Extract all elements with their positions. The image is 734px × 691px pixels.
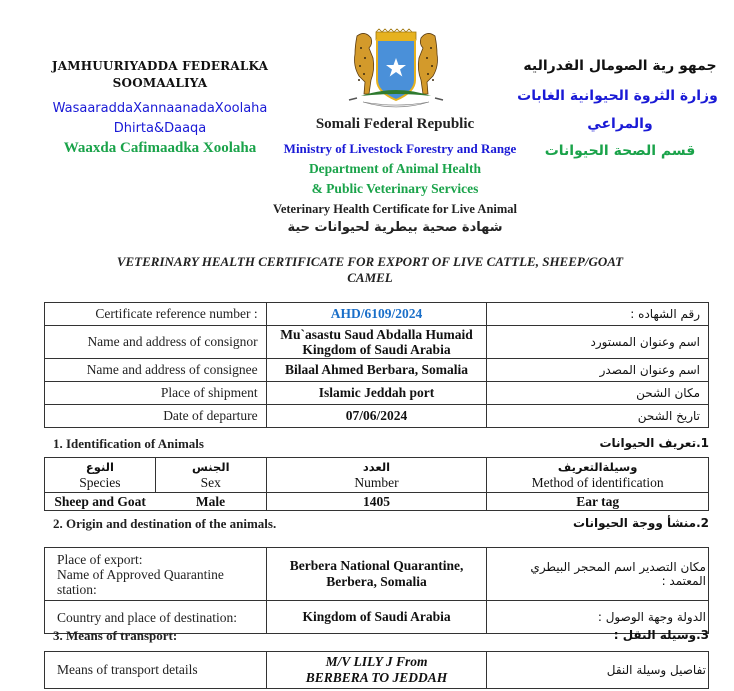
transport-value-line2: BERBERA TO JEDDAH	[305, 670, 448, 685]
table-row	[45, 359, 709, 382]
somali-department: Waaxda Cafimaadka Xoolaha	[63, 140, 257, 156]
certificate-title-line1: VETERINARY HEALTH CERTIFICATE FOR EXPORT OF LIVE CATTLE, SHEEP/GOAT	[116, 254, 624, 269]
sex-value: Male	[155, 493, 266, 511]
reference-label-ar: رقم الشهاده :	[487, 303, 709, 326]
consignor-value	[266, 326, 487, 359]
english-department-line2: & Public Veterinary Services	[311, 181, 479, 196]
number-value: 1405	[266, 493, 487, 511]
species-header-en: Species	[79, 475, 121, 490]
destination-label: Country and place of destination:	[45, 601, 267, 634]
shipment-place-value: Islamic Jeddah port	[266, 382, 487, 405]
export-place-value-line1: Berbera National Quarantine,	[289, 558, 464, 573]
table-row	[45, 493, 709, 511]
table-row	[45, 652, 709, 689]
table-row	[45, 405, 709, 428]
somali-title-line1: JAMHUURIYADDA FEDERALKA	[51, 59, 269, 73]
animal-identification-table	[44, 457, 709, 511]
english-ministry: Ministry of Livestock Forestry and Range	[283, 141, 517, 156]
method-header-en: Method of identification	[531, 475, 664, 490]
somali-ministry-line2: Dhirta&Daaqa	[113, 121, 207, 136]
export-place-label-line3: station:	[57, 581, 97, 597]
consignee-value: Bilaal Ahmed Berbara, Somalia	[266, 359, 487, 382]
somali-ministry-line1: WasaaraddaXannaanadaXoolaha	[52, 101, 268, 116]
method-value: Ear tag	[487, 493, 709, 511]
section2-title-ar: 2.منشأ ووجة الحيوانات	[572, 516, 709, 530]
general-info-table	[44, 302, 709, 428]
english-certificate-subtitle: Veterinary Health Certificate for Live Animal	[272, 202, 518, 216]
consignor-value-line1: Mu`asastu Saud Abdalla Humaid	[280, 327, 473, 342]
reference-value: AHD/6109/2024	[266, 303, 487, 326]
certificate-title-line2: CAMEL	[347, 270, 393, 285]
transport-label: Means of transport details	[45, 652, 267, 689]
table-row	[45, 326, 709, 359]
export-place-label	[45, 548, 267, 601]
arabic-certificate-subtitle: شهادة صحية بيطرية لحيوانات حية	[287, 220, 503, 235]
transport-label-ar: تفاصيل وسيلة النقل	[487, 652, 709, 689]
export-place-label-line1: Place of export:	[57, 551, 143, 567]
somali-title-line2: SOOMAALIYA	[112, 76, 208, 90]
export-place-label-line2: Name of Approved Quarantine	[57, 566, 224, 582]
transport-value-line1: M/V LILY J From	[325, 654, 428, 669]
table-row	[45, 548, 709, 601]
arabic-ministry-line1: وزارة الثروة الحيوانية الغابات	[517, 88, 718, 104]
number-header-en: Number	[354, 475, 399, 490]
section3-title-ar: 3.وسيلة النقل :	[613, 628, 709, 642]
departure-date-label-ar: تاريخ الشحن	[487, 405, 709, 428]
consignor-label: Name and address of consignor	[45, 326, 267, 359]
table-header-row	[45, 458, 709, 493]
consignor-label-ar: اسم وعنوان المستورد	[487, 326, 709, 359]
english-republic-title: Somali Federal Republic	[315, 116, 475, 132]
shipment-place-label-ar: مكان الشحن	[487, 382, 709, 405]
arabic-republic-title: جمهو رية الصومال الفدراليه	[523, 58, 717, 74]
section1-title-ar: 1.تعريف الحيوانات	[599, 436, 709, 450]
species-header-ar: النوع	[85, 460, 114, 474]
species-value: Sheep and Goat	[45, 493, 156, 511]
method-header	[487, 458, 709, 493]
export-place-value-line2: Berbera, Somalia	[326, 574, 427, 589]
sex-header	[155, 458, 266, 493]
sex-header-en: Sex	[200, 475, 221, 490]
origin-destination-table	[44, 547, 709, 634]
somali-ministry	[40, 99, 280, 139]
consignee-label-ar: اسم وعنوان المصدر	[487, 359, 709, 382]
transport-table	[44, 651, 709, 689]
destination-value: Kingdom of Saudi Arabia	[266, 601, 487, 634]
consignor-value-line2: Kingdom of Saudi Arabia	[302, 342, 451, 357]
english-department-line1: Department of Animal Health	[308, 161, 482, 176]
section3-title: 3. Means of transport:	[53, 628, 178, 643]
destination-label-ar: الدولة وجهة الوصول :	[487, 601, 709, 634]
arabic-department: قسم الصحة الحيوانات	[544, 143, 696, 159]
export-place-value	[266, 548, 487, 601]
departure-date-label: Date of departure	[45, 405, 267, 428]
sex-header-ar: الجنس	[192, 460, 230, 474]
species-header	[45, 458, 156, 493]
method-header-ar: وسيلةالتعريف	[557, 460, 638, 474]
section1-title: 1. Identification of Animals	[53, 436, 204, 451]
certificate-title	[60, 254, 680, 286]
reference-label: Certificate reference number :	[45, 303, 267, 326]
coat-of-arms-icon	[343, 28, 449, 114]
somali-republic-title	[40, 58, 280, 92]
departure-date-value: 07/06/2024	[266, 405, 487, 428]
number-header-ar: العدد	[362, 460, 391, 474]
transport-value	[266, 652, 487, 689]
export-place-label-ar: مكان التصدير اسم المحجر البيطري المعتمد :	[487, 548, 709, 601]
consignee-label: Name and address of consignee	[45, 359, 267, 382]
number-header	[266, 458, 487, 493]
shipment-place-label: Place of shipment	[45, 382, 267, 405]
arabic-ministry-line2: والمراعي	[587, 116, 653, 132]
table-row	[45, 382, 709, 405]
table-row	[45, 303, 709, 326]
section2-title: 2. Origin and destination of the animals.	[53, 516, 277, 531]
